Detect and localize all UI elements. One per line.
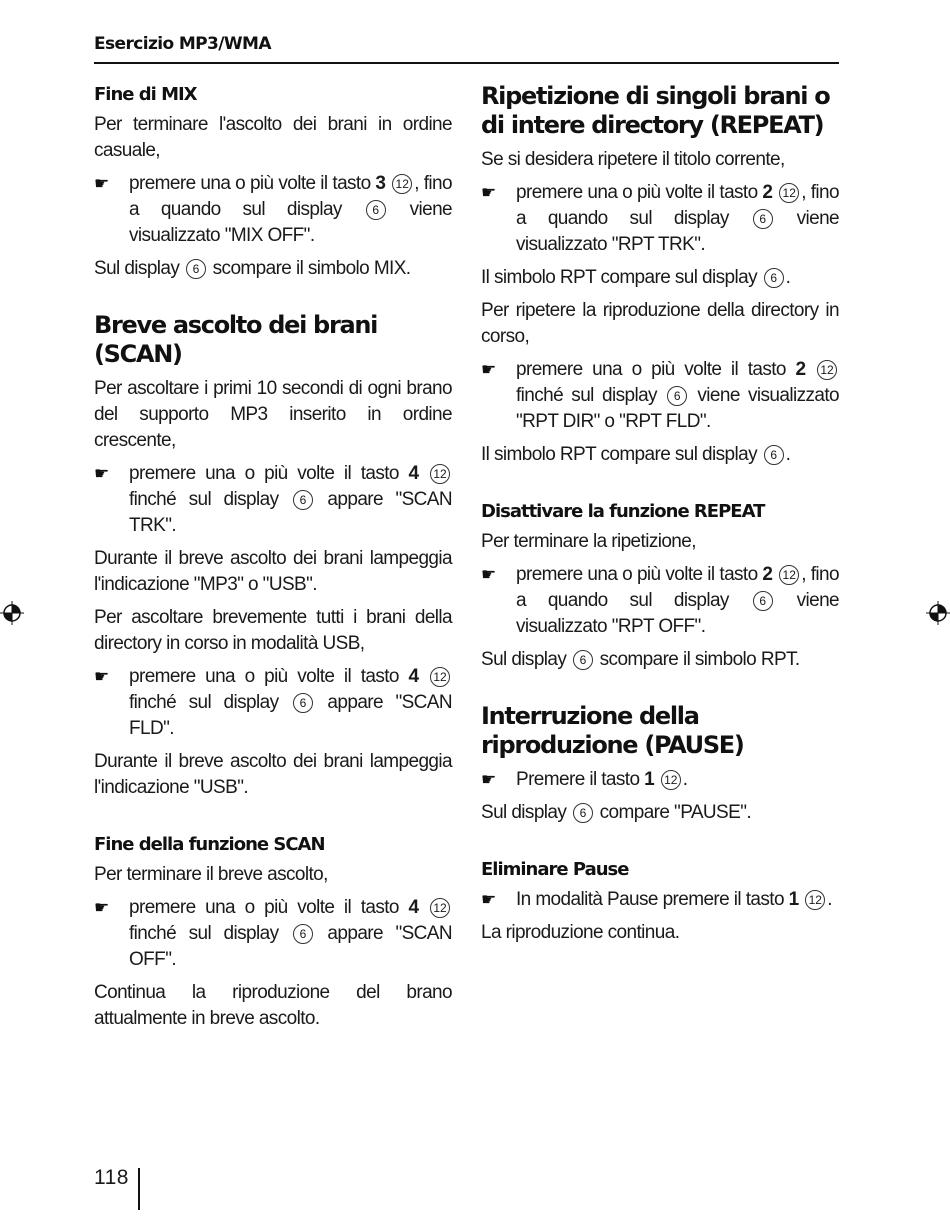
key-number: 1 [644,769,655,790]
ref-12-icon: 12 [817,360,837,380]
repeat-step-2: ☛ premere una o più volte il tasto 2 12 finché sul display 6 viene visualizzato "RPT DIR" o "RPT FLD". [481,359,839,432]
ref-6-icon: 6 [573,803,593,823]
scan-step-2: ☛ premere una o più volte il tasto 4 12 finché sul display 6 appare "SCAN FLD". [94,666,452,739]
repeat-off-result: Sul display 6 scompare il simbolo RPT. [481,649,800,670]
ref-6-icon: 6 [293,490,313,510]
ref-12-icon: 12 [430,667,450,687]
ref-6-icon: 6 [293,924,313,944]
key-number: 2 [762,182,773,203]
ref-6-icon: 6 [293,693,313,713]
ref-6-icon: 6 [764,268,784,288]
registration-mark-icon [0,601,24,625]
ref-12-icon: 12 [661,770,681,790]
repeat-heading: Ripetizione di singoli brani o di intere directory (REPEAT) [481,82,830,139]
ref-12-icon: 12 [779,565,799,585]
scan-heading: Breve ascolto dei brani (SCAN) [94,311,378,368]
key-number: 4 [408,666,419,687]
scan-end-heading: Fine della funzione SCAN [94,834,325,855]
pause-end-step: ☛ In modalità Pause premere il tasto 1 12 . [481,887,839,913]
ref-12-icon: 12 [430,464,450,484]
ref-12-icon: 12 [392,174,412,194]
ref-6-icon: 6 [764,445,784,465]
mix-step: ☛ premere una o più volte il tasto 3 12 , fino a quando sul display 6 viene visualizzato "MIX OFF". [94,173,452,246]
scan-step-1: ☛ premere una o più volte il tasto 4 12 finché sul display 6 appare "SCAN TRK". [94,463,452,536]
ref-12-icon: 12 [779,183,799,203]
mix-result: Sul display 6 scompare il simbolo MIX. [94,258,411,279]
key-number: 2 [795,359,806,380]
scan-end-step: ☛ premere una o più volte il tasto 4 12 finché sul display 6 appare "SCAN OFF". [94,897,452,970]
pause-end-heading: Eliminare Pause [481,859,629,880]
left-column [94,82,452,1039]
ref-6-icon: 6 [366,200,386,220]
repeat-off-heading: Disattivare la funzione REPEAT [481,501,765,522]
ref-12-icon: 12 [430,898,450,918]
pause-result: Sul display 6 compare "PAUSE". [481,802,752,823]
scan-intro-2: Per ascoltare brevemente tutti i brani della directory in corso in modalità USB, [94,607,452,654]
repeat-step-1: ☛ premere una o più volte il tasto 2 12 , fino a quando sul display 6 viene visualizzato "RPT TRK". [481,182,839,255]
key-number: 2 [762,564,773,585]
ref-6-icon: 6 [186,259,206,279]
ref-6-icon: 6 [573,650,593,670]
right-column [481,82,839,953]
scan-note-2: Durante il breve ascolto dei brani lampeggia l'indicazione "USB". [94,751,452,798]
repeat-result-2: Il simbolo RPT compare sul display 6 . [481,444,791,465]
pause-step: ☛ Premere il tasto 1 12 . [481,767,839,793]
ref-12-icon: 12 [805,890,825,910]
page-number: 118 [94,1166,129,1189]
key-number: 1 [788,889,799,910]
scan-intro: Per ascoltare i primi 10 secondi di ogni brano del supporto MP3 inserito in ordine crescente, [94,378,452,451]
ref-6-icon: 6 [667,386,687,406]
key-number: 3 [375,173,386,194]
header-title: Esercizio MP3/WMA [94,34,271,54]
mix-heading: Fine di MIX [94,84,197,105]
pointing-hand-icon: ☛ [481,890,496,909]
pointing-hand-icon: ☛ [481,770,496,789]
pointing-hand-icon: ☛ [481,183,496,202]
scan-end-intro: Per terminare il breve ascolto, [94,864,328,885]
pointing-hand-icon: ☛ [94,464,109,483]
pause-heading: Interruzione della riproduzione (PAUSE) [481,702,744,759]
pause-end-result: La riproduzione continua. [481,922,680,943]
ref-6-icon: 6 [753,591,773,611]
pointing-hand-icon: ☛ [481,360,496,379]
pointing-hand-icon: ☛ [481,565,496,584]
mix-intro: Per terminare l'ascolto dei brani in ordine casuale, [94,114,452,161]
registration-mark-icon [926,601,950,625]
header-rule [94,62,839,64]
repeat-intro: Se si desidera ripetere il titolo corrente, [481,149,785,170]
pointing-hand-icon: ☛ [94,174,109,193]
key-number: 4 [408,897,419,918]
pointing-hand-icon: ☛ [94,898,109,917]
repeat-result-1: Il simbolo RPT compare sul display 6 . [481,267,791,288]
repeat-off-intro: Per terminare la ripetizione, [481,531,696,552]
repeat-intro-2: Per ripetere la riproduzione della directory in corso, [481,300,839,347]
key-number: 4 [408,463,419,484]
scan-note-1: Durante il breve ascolto dei brani lampeggia l'indicazione "MP3" o "USB". [94,548,452,595]
scan-end-result: Continua la riproduzione del brano attualmente in breve ascolto. [94,982,452,1029]
page-number-bar [138,1168,140,1210]
pointing-hand-icon: ☛ [94,667,109,686]
ref-6-icon: 6 [753,209,773,229]
repeat-off-step: ☛ premere una o più volte il tasto 2 12 , fino a quando sul display 6 viene visualizzato "RPT OFF". [481,564,839,637]
